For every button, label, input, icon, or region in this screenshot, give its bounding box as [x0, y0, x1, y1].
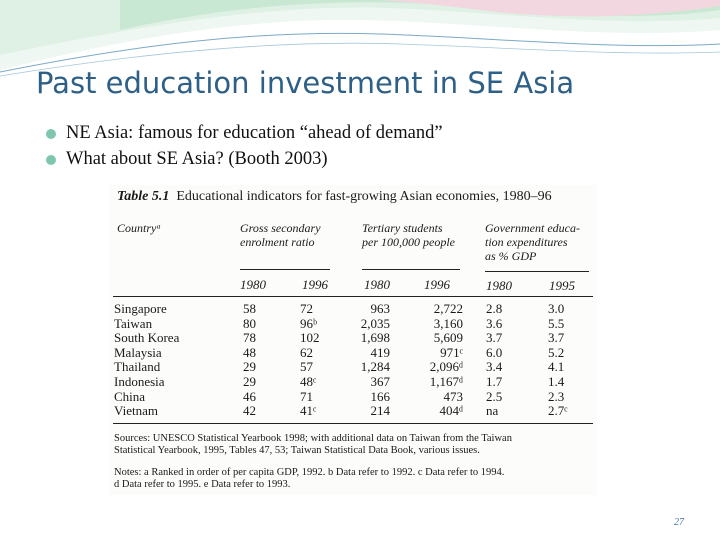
table-cell: 62	[300, 344, 313, 360]
year-header: 1996	[424, 277, 450, 292]
column-group-header: Gross secondary enrolment ratio	[240, 221, 321, 249]
table-cell: 971ᶜ	[440, 344, 463, 360]
table-cell: 48ᶜ	[300, 373, 317, 389]
table-cell: 72	[300, 301, 313, 316]
table-cell: 6.0	[486, 344, 503, 360]
table-cell: 419	[370, 344, 390, 360]
table-notes: Notes: a Ranked in order of per capita GDP, 1992. b Data refer to 1992. c Data refer to 1994. d Data refer to 1995. e Data refer to 1993.	[114, 467, 505, 490]
data-column	[243, 302, 256, 419]
table-cell: 29	[243, 373, 256, 389]
table-cell: 3.6	[486, 315, 503, 331]
table-cell: 102	[300, 330, 320, 346]
table-cell: 41ᶜ	[300, 403, 317, 419]
table-row-label: Taiwan	[114, 315, 153, 331]
year-header: 1996	[302, 277, 328, 292]
table-cell: 3,160	[433, 315, 463, 331]
table-cell: 3.7	[486, 330, 503, 346]
table-cell: 2.8	[486, 301, 503, 316]
table-cell: 5.5	[548, 315, 565, 331]
year-header: 1980	[486, 278, 512, 293]
country-column	[114, 302, 179, 419]
year-header: 1980	[364, 277, 390, 292]
data-column	[300, 302, 320, 419]
table-row-label: Singapore	[114, 301, 167, 316]
table-cell: 42	[243, 403, 256, 419]
bullet-text: NE Asia: famous for education “ahead of demand”	[66, 123, 443, 143]
table-cell: 2,722	[433, 301, 463, 316]
table-row-label: China	[114, 388, 146, 404]
year-header: 1980	[240, 277, 266, 292]
table-cell: 3.7	[548, 330, 565, 346]
bullet-dot-icon	[46, 155, 56, 165]
table-cell: 1,284	[360, 359, 390, 375]
table-cell: 1,167ᵈ	[429, 373, 463, 389]
data-column	[430, 302, 463, 419]
group-underline	[485, 271, 589, 272]
scanned-table-image	[109, 185, 597, 495]
bullet-text: What about SE Asia? (Booth 2003)	[66, 149, 328, 169]
table-cell: 2.7ᶜ	[548, 403, 568, 419]
table-cell: 3.4	[486, 359, 503, 375]
table-row-label: Vietnam	[114, 403, 158, 419]
data-column	[548, 302, 568, 419]
table-cell: 5,609	[433, 330, 463, 346]
data-column	[486, 302, 502, 419]
table-rule	[113, 423, 593, 424]
table-row-label: Malaysia	[114, 344, 162, 360]
table-cell: 80	[243, 315, 256, 331]
table-cell: na	[486, 403, 499, 419]
table-cell: 71	[300, 388, 313, 404]
table-cell: 214	[370, 403, 390, 419]
table-cell: 1.4	[548, 373, 565, 389]
table-cell: 2.3	[548, 388, 565, 404]
table-cell: 4.1	[548, 359, 565, 375]
table-cell: 2,096ᵈ	[429, 359, 463, 375]
group-underline	[362, 269, 460, 270]
table-cell: 57	[300, 359, 313, 375]
table-row-label: Thailand	[114, 359, 161, 375]
table-cell: 2,035	[360, 315, 390, 331]
table-cell: 473	[443, 388, 463, 404]
table-cell: 48	[243, 344, 256, 360]
table-cell: 5.2	[548, 344, 565, 360]
table-cell: 78	[243, 330, 256, 346]
table-cell: 166	[370, 388, 390, 404]
group-underline	[240, 269, 330, 270]
column-header-country: Countryᵃ	[117, 221, 162, 235]
table-row-label: Indonesia	[114, 373, 165, 389]
table-cell: 1,698	[360, 330, 390, 346]
table-sources: Sources: UNESCO Statistical Yearbook 1998; with additional data on Taiwan from the Taiwan Statistical Yearbook, 1995, Tables 47, 53; Taiwan Statistical Data Book, various issues.	[114, 433, 512, 456]
bullet-dot-icon	[46, 129, 56, 139]
table-rule	[113, 296, 593, 297]
table-cell: 2.5	[486, 388, 503, 404]
table-cell: 46	[243, 388, 256, 404]
bullet-item	[46, 123, 443, 149]
bullet-list	[46, 123, 443, 175]
table-cell: 3.0	[548, 301, 565, 316]
table-label: Table 5.1	[117, 189, 170, 204]
page-number: 27	[674, 517, 684, 528]
year-header: 1995	[549, 278, 575, 293]
table-caption	[117, 189, 552, 205]
table-cell: 1.7	[486, 373, 503, 389]
table-caption-text: Educational indicators for fast-growing Asian economies, 1980–96	[176, 189, 552, 204]
table-cell: 367	[370, 373, 390, 389]
table-cell: 404ᵈ	[439, 403, 463, 419]
table-cell: 963	[370, 301, 390, 316]
data-column	[361, 302, 390, 419]
table-cell: 96ᵇ	[300, 315, 318, 331]
column-group-header: Tertiary students per 100,000 people	[362, 221, 455, 249]
table-cell: 29	[243, 359, 256, 375]
slide-title: Past education investment in SE Asia	[36, 66, 575, 100]
bullet-item	[46, 149, 443, 175]
table-cell: 58	[243, 301, 256, 316]
table-row-label: South Korea	[114, 330, 180, 346]
column-group-header: Government educa- tion expenditures as % GDP	[485, 221, 580, 263]
